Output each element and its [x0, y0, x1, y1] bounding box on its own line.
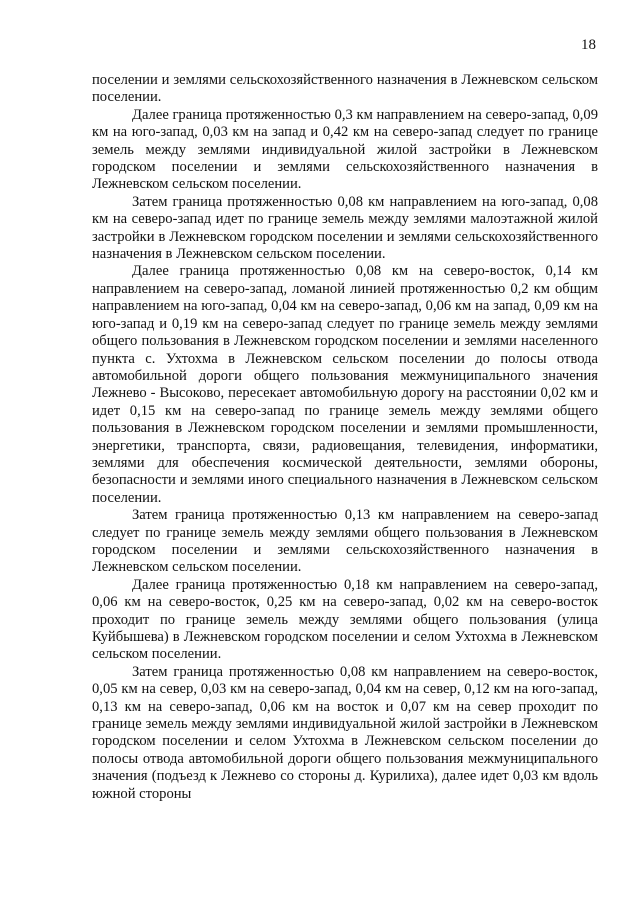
paragraph: Далее граница протяженностью 0,3 км направлением на северо-запад, 0,09 км на юго-запад, 0,03 км на запад и 0,42 км на северо-запад следует по границе земель между землями индивидуальной жилой застройки в Лежневском городском поселении и землями сельскохозяйственного назначения в Лежневском сельском поселении. [92, 106, 598, 193]
paragraph: Затем граница протяженностью 0,08 км направлением на северо-восток, 0,05 км на север, 0,03 км на северо-запад, 0,04 км на север, 0,12 км на юго-запад, 0,13 км на северо-запад, 0,06 км на восток и 0,07 км на север проходит по границе земель между землями индивидуальной жилой застройки в Лежневском городском поселении и селом Ухтохма в Лежневском сельском поселении до полосы отвода автомобильной дороги общего пользования межмуниципального значения (подъезд к Лежнево со стороны д. Курилиха), далее идет 0,03 км вдоль южной стороны [92, 663, 598, 802]
page-number: 18 [581, 37, 596, 53]
paragraph: Затем граница протяженностью 0,08 км направлением на юго-запад, 0,08 км на северо-запад идет по границе земель между землями малоэтажной жилой застройки в Лежневском городском поселении и землями сельскохозяйственного назначения в Лежневском сельском поселении. [92, 193, 598, 263]
paragraph: Затем граница протяженностью 0,13 км направлением на северо-запад следует по границе земель между землями общего пользования в Лежневском городском поселении и землями сельскохозяйственного назначения в Лежневском сельском поселении. [92, 507, 598, 576]
paragraph-continuation: поселении и землями сельскохозяйственного назначения в Лежневском сельском поселении. [92, 72, 598, 106]
paragraph: Далее граница протяженностью 0,18 км направлением на северо-запад, 0,06 км на северо-восток, 0,25 км на северо-запад, 0,02 км на северо-восток проходит по границе земель между землями общего пользования (улица Куйбышева) в Лежневском городском поселении и селом Ухтохма в Лежневском сельском поселении. [92, 576, 598, 663]
paragraph: Далее граница протяженностью 0,08 км на северо-восток, 0,14 км направлением на северо-запад, ломаной линией протяженностью 0,2 км общим направлением на юго-запад, 0,04 км на северо-запад, 0,06 км на запад, 0,09 км на юго-запад и 0,19 км на северо-запад следует по границе земель между землями общего пользования в Лежневском городском поселении и землями населенного пункта с. Ухтохма в Лежневском сельском поселении до полосы отвода автомобильной дороги общего пользования межмуниципального значения Лежнево - Высоково, пересекает автомобильную дорогу на расстоянии 0,02 км и идет 0,15 км на северо-запад по границе земель между землями общего пользования в Лежневском городском поселении и землями промышленности, энергетики, транспорта, связи, радиовещания, телевидения, информатики, землями для обеспечения космической деятельности, землями обороны, безопасности и землями иного специального назначения в Лежневском сельском поселении. [92, 263, 598, 506]
document-body [92, 72, 598, 803]
